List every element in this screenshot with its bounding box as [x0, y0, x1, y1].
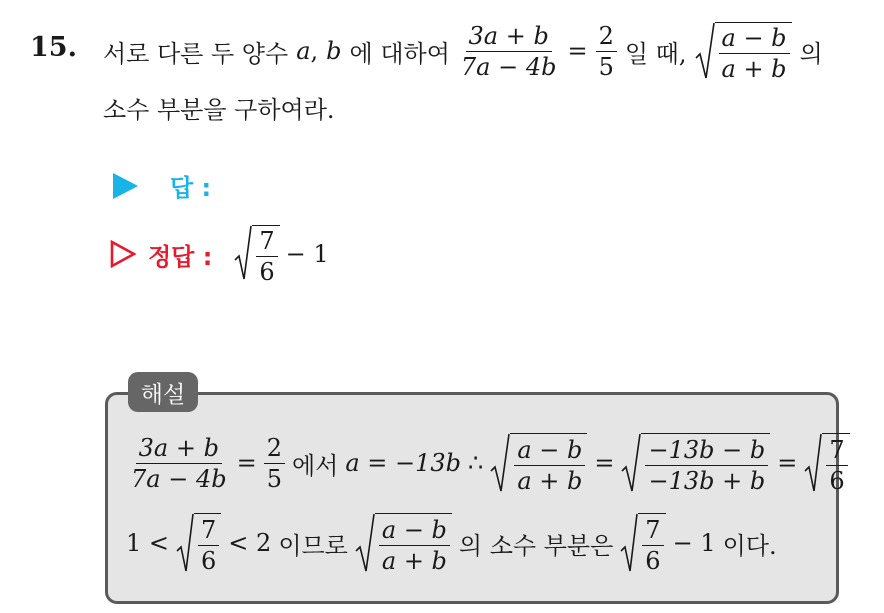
fraction-denominator: 6	[259, 257, 275, 286]
fraction-denominator: −13b + b	[648, 466, 766, 495]
variable-b: b	[326, 37, 342, 65]
root-fraction	[826, 435, 847, 495]
equals-sign: =	[777, 449, 798, 477]
explanation-text: 이므로	[278, 531, 348, 560]
variable-a: a	[296, 37, 311, 65]
minus-one: − 1	[672, 529, 716, 557]
radical-sign-icon	[804, 433, 822, 493]
explanation-line-2	[126, 510, 777, 576]
question-number: 15.	[30, 32, 77, 63]
explanation-text: 이다.	[722, 531, 777, 560]
fraction-numerator: a − b	[379, 518, 450, 546]
fraction-denominator: 6	[829, 466, 845, 495]
fraction-numerator: 3a + b	[466, 24, 552, 52]
fraction-numerator: 3a + b	[136, 436, 222, 464]
fraction-numerator: 2	[264, 436, 285, 464]
root-fraction	[645, 435, 768, 495]
fraction-numerator: 7	[642, 518, 663, 546]
fraction-denominator: a + b	[721, 54, 787, 83]
radical-sign-icon	[355, 513, 375, 573]
radical-sign-icon	[176, 513, 194, 573]
correct-answer-label: 정답 :	[148, 242, 213, 271]
square-root-expression	[695, 22, 792, 81]
fraction-numerator: −13b − b	[645, 438, 768, 466]
equals-sign: =	[594, 449, 615, 477]
square-root-expression	[234, 225, 279, 284]
radical-sign-icon	[490, 433, 510, 493]
radical-sign-icon	[234, 225, 252, 281]
square-root-expression	[490, 433, 587, 493]
fraction-denominator: 5	[598, 52, 614, 81]
root-fraction	[256, 226, 277, 286]
therefore-symbol: ∴	[468, 449, 484, 477]
inequality-right: < 2	[228, 529, 272, 557]
comma: ,	[310, 37, 319, 65]
explanation-text: 에서	[291, 451, 339, 480]
two-fifths-fraction	[264, 433, 285, 493]
two-fifths-fraction	[596, 21, 617, 81]
question-text: 에 대하여	[349, 39, 450, 68]
answer-label: 답 :	[170, 174, 212, 202]
condition-fraction	[128, 433, 230, 493]
square-root-expression	[620, 513, 665, 573]
fraction-denominator: a + b	[517, 466, 583, 495]
fraction-numerator: 2	[596, 24, 617, 52]
relation-expression: a = −13b	[345, 449, 462, 477]
explanation-tag: 해설	[128, 372, 198, 412]
equals-sign: =	[236, 449, 257, 477]
equals-sign: =	[567, 37, 588, 65]
square-root-expression	[355, 513, 452, 573]
minus-one: − 1	[285, 240, 329, 268]
play-arrow-icon	[113, 173, 138, 199]
fraction-denominator: 6	[201, 546, 217, 575]
fraction-denominator: 6	[645, 546, 661, 575]
question-line-2: 소수 부분을 구하여라.	[103, 96, 335, 124]
question-line-1	[103, 19, 823, 83]
root-fraction	[642, 515, 663, 575]
fraction-numerator: 7	[826, 438, 847, 466]
explanation-text: 의 소수 부분은	[458, 531, 614, 560]
explanation-line-1	[128, 430, 850, 496]
radical-sign-icon	[695, 22, 715, 80]
radical-sign-icon	[621, 433, 641, 493]
root-fraction	[719, 23, 790, 83]
inequality-left: 1 <	[126, 529, 170, 557]
fraction-denominator: 7a − 4b	[460, 52, 557, 81]
square-root-expression	[804, 433, 849, 493]
fraction-denominator: 5	[266, 464, 282, 493]
correct-answer-value	[234, 225, 328, 284]
condition-fraction	[458, 21, 560, 81]
correct-answer-row	[110, 226, 329, 286]
answer-row	[113, 168, 211, 203]
question-text: 서로 다른 두 양수	[103, 39, 289, 68]
radical-sign-icon	[620, 513, 638, 573]
root-fraction	[379, 515, 450, 575]
square-root-expression	[621, 433, 770, 493]
root-fraction	[514, 435, 585, 495]
question-text: 일 때,	[624, 39, 687, 68]
fraction-numerator: a − b	[719, 26, 790, 54]
fraction-denominator: a + b	[381, 546, 447, 575]
fraction-numerator: 7	[198, 518, 219, 546]
outline-arrow-icon	[110, 240, 136, 268]
fraction-denominator: 7a − 4b	[131, 464, 227, 493]
fraction-numerator: a − b	[514, 438, 585, 466]
fraction-numerator: 7	[256, 229, 277, 257]
question-text: 의	[799, 39, 823, 68]
root-fraction	[198, 515, 219, 575]
square-root-expression	[176, 513, 221, 573]
